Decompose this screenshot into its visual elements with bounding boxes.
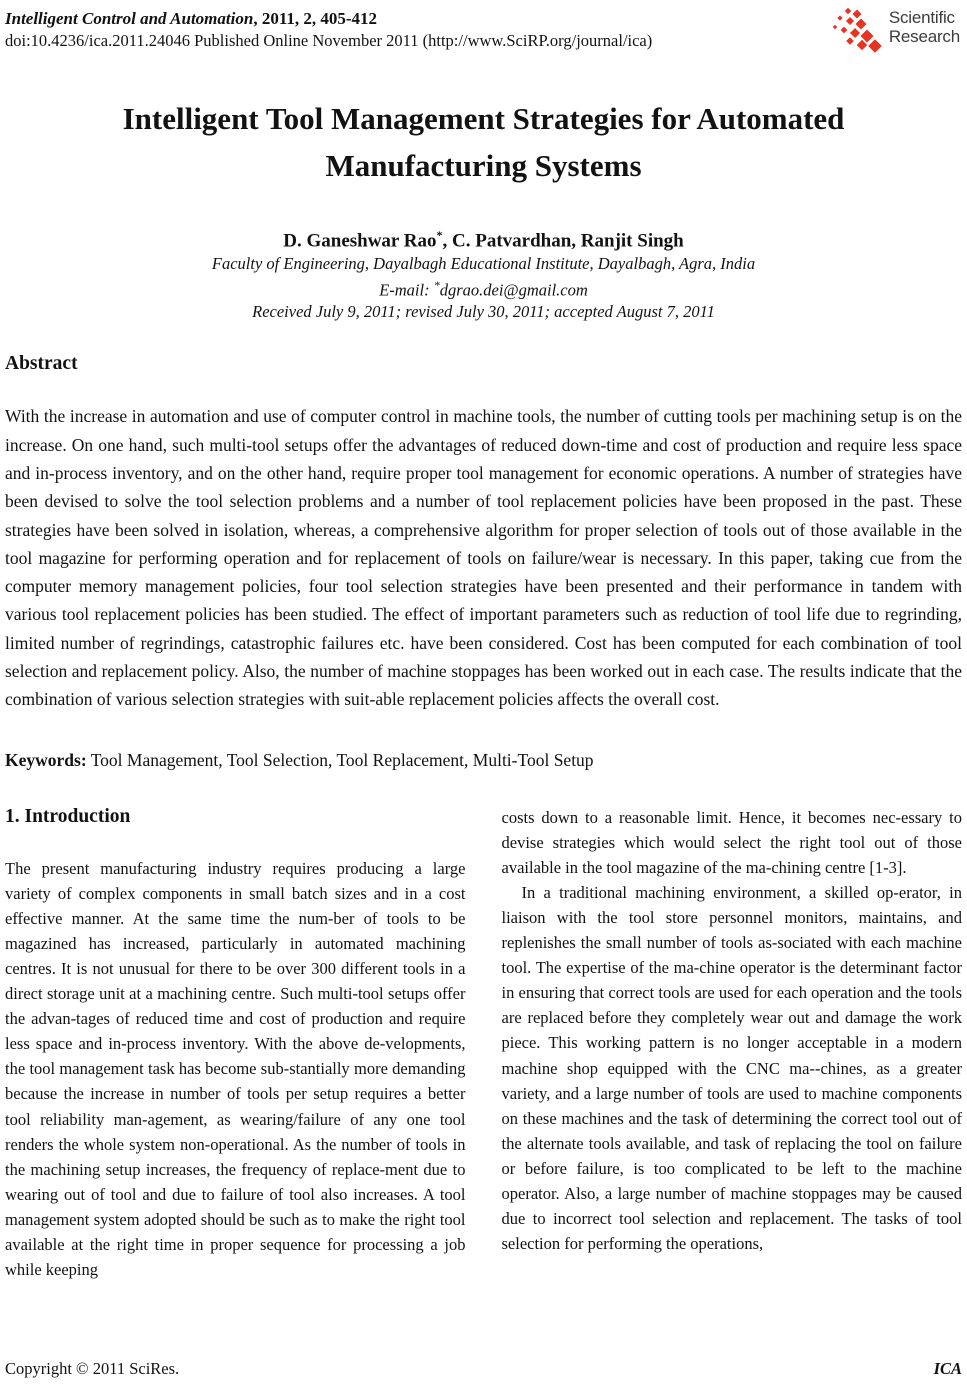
journal-header [5, 6, 652, 52]
email-label: E-mail: [379, 280, 430, 300]
intro-left-paragraph: The present manufacturing industry requires producing a large variety of complex components in small batch sizes and in a cost effective manner. At the same time the num-ber of tools to be magazined has increased, particularly in automated machining centres. It is not unusual for there to be over 300 different tools in a direct storage unit at a machining centre. Such multi-tool setups offer the advan-tages of reduced time and cost of production and require less space and in-process inventory. With the above de-velopments, the tool management task has become sub-stantially more demanding because the increase in number of tools per setup requires a better tool reliability man-agement, as wearing/failure of any one tool renders the whole system non-operational. As the number of tools in the machining setup increases, the frequency of replace-ment due to wearing out of tool and due to failure of tool also increases. A tool management system adopted should be such as to make the right tool available at the right time in proper sequence for processing a job while keeping [5, 858, 466, 1280]
intro-right-paragraph-1: costs down to a reasonable limit. Hence, it becomes nec-essary to devise strategies which would select the right tool out of those available in the tool magazine of the ma-chining centre [1-3]. [501, 807, 962, 877]
page-footer [5, 1359, 962, 1379]
scirp-diamonds-icon [827, 6, 884, 59]
keywords-label: Keywords: [5, 749, 87, 770]
email-footnote-marker: * [433, 277, 440, 292]
paper-title: Intelligent Tool Management Strategies for Automated Manufacturing Systems [122, 101, 845, 183]
email-address: dgrao.dei@gmail.com [439, 280, 588, 300]
copyright-text: Copyright © 2011 SciRes. [5, 1359, 180, 1378]
journal-issue-info: , 2011, 2, 405-412 [253, 9, 378, 28]
journal-citation [5, 8, 652, 30]
left-column [5, 805, 466, 1283]
publisher-name [889, 6, 960, 46]
abstract-body: With the increase in automation and use of computer control in machine tools, the number of cutting tools per machining setup is on the increase. On one hand, such multi-tool setups offer the advantages of reduced down-time and cost of production and require less space and in-process inventory, and on the other hand, require proper tool management for economic operations. A number of strategies have been devised to solve the tool selection problems and a number of tool replacement policies have been proposed in the past. These strategies have been solved in isolation, whereas, a comprehensive algorithm for proper selection of tools out of those available in the tool magazine for performing operation and for replacement of tools on failure/wear is necessary. In this paper, taking cue from the computer memory management policies, four tool selection strategies have been presented and their performance in tandem with various tool replacement policies has been studied. The effect of important parameters such as reduction of tool life due to regrinding, limited number of regrindings, catastrophic failures etc. have been considered. Cost has been computed for each combination of tool selection and replacement policy. Also, the number of machine stoppages has been worked out in each case. The results indicate that the combination of various selection strategies with suit-able replacement policies affects the overall cost. [5, 406, 962, 710]
journal-abbreviation: ICA [933, 1359, 962, 1378]
publisher-name-line2: Research [888, 26, 960, 46]
abstract-heading: Abstract [5, 353, 78, 375]
intro-right-paragraph-2: In a traditional machining environment, a skilled op-erator, in liaison with the tool store personnel monitors, maintains, and replenishes the small number of tools as-sociated with each machine tool. The expertise of the ma-chine operator is the determinant factor in ensuring that correct tools are used for each operation and the tools are replaced before they completely wear out and damage the work piece. This working pattern is no longer acceptable in a modern machine shop equipped with the CNC ma--chines, as a greater variety, and a large number of tools are used to machine components on these machines and the task of determining the correct tool out of the alternate tools available, and task of replacing the tool on failure or before failure, is too complicated to be left to the machine operator. Also, a large number of machine stoppages may be caused due to incorrect tool selection and replacement. The tasks of tool selection for performing the operations, [501, 882, 962, 1254]
affiliation-line: Faculty of Engineering, Dayalbagh Educational Institute, Dayalbagh, Agra, India [211, 254, 756, 274]
journal-name: Intelligent Control and Automation [5, 9, 254, 28]
publisher-logo [827, 6, 962, 59]
keywords-text: Tool Management, Tool Selection, Tool Replacement, Multi-Tool Setup [86, 749, 594, 770]
authors-rest: , C. Patvardhan, Ranjit Singh [442, 230, 684, 252]
keywords-line [5, 748, 962, 772]
page-header [5, 6, 962, 59]
authors-line [5, 223, 962, 253]
received-dates-line: Received July 9, 2011; revised July 30, 2011; accepted August 7, 2011 [252, 301, 715, 321]
introduction-heading: 1. Introduction [5, 805, 131, 827]
intro-columns [5, 805, 962, 1283]
email-line [5, 275, 962, 301]
author-first: D. Ganeshwar Rao [283, 230, 437, 252]
author-footnote-marker: * [436, 228, 443, 242]
right-column [502, 805, 963, 1283]
publisher-name-line1: Scientific [888, 8, 955, 27]
doi-line: doi:10.4236/ica.2011.24046 Published Online November 2011 (http://www.SciRP.org/journal/ica) [5, 31, 653, 50]
